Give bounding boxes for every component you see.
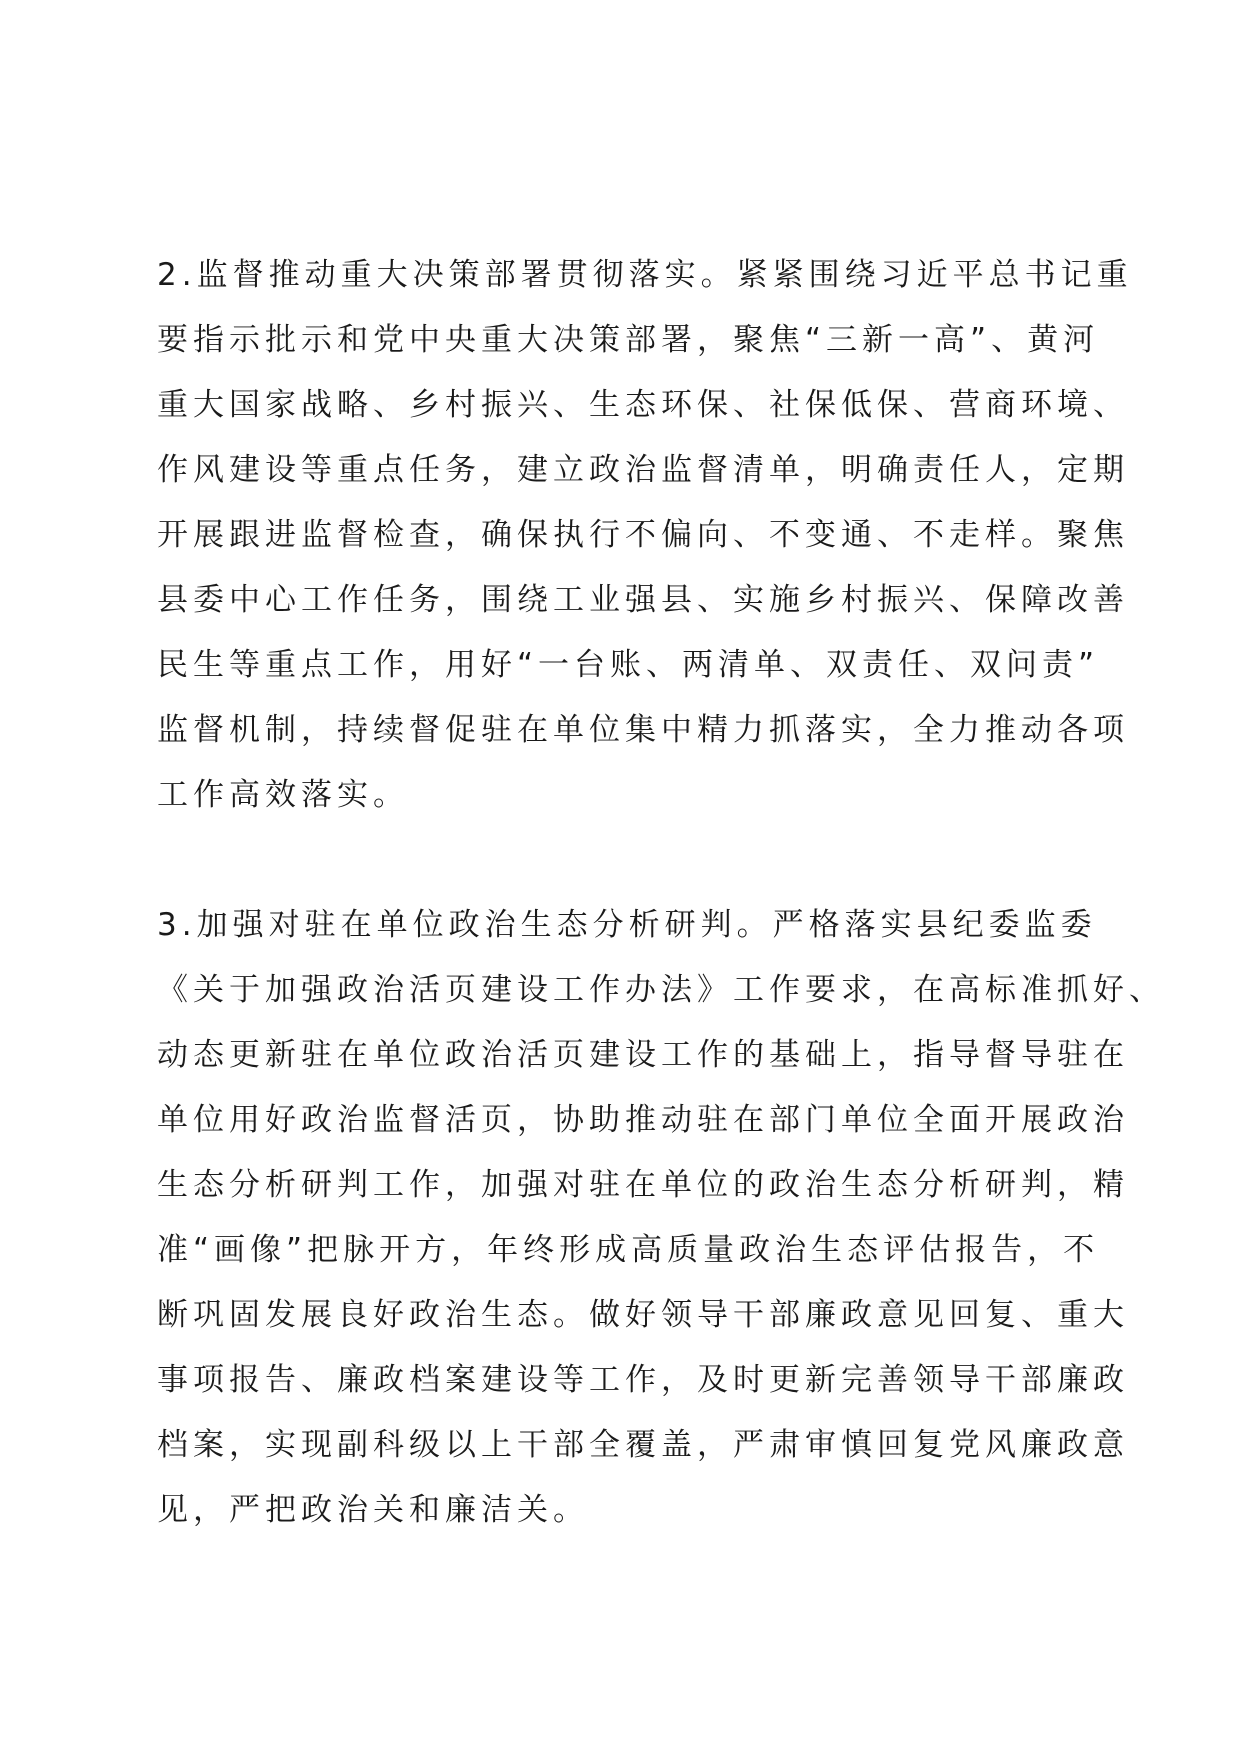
paragraph-line: 单位用好政治监督活页，协助推动驻在部门单位全面开展政治 xyxy=(157,1102,1129,1138)
paragraph-line: 《关于加强政治活页建设工作办法》工作要求，在高标准抓好、 xyxy=(157,972,1165,1008)
paragraph-line: 县委中心工作任务，围绕工业强县、实施乡村振兴、保障改善 xyxy=(157,582,1129,618)
paragraph-line: 民生等重点工作，用好“一台账、两清单、双责任、双问责” xyxy=(157,647,1100,683)
paragraph-line: 监督机制，持续督促驻在单位集中精力抓落实，全力推动各项 xyxy=(157,712,1129,748)
paragraph-line: 重大国家战略、乡村振兴、生态环保、社保低保、营商环境、 xyxy=(157,387,1129,423)
paragraph-line: 动态更新驻在单位政治活页建设工作的基础上，指导督导驻在 xyxy=(157,1037,1129,1073)
paragraph-line: 见，严把政治关和廉洁关。 xyxy=(157,1492,589,1528)
paragraph-line: 生态分析研判工作，加强对驻在单位的政治生态分析研判，精 xyxy=(157,1167,1129,1203)
paragraph-3-political-ecology xyxy=(157,893,1165,1543)
paragraph-line: 工作高效落实。 xyxy=(157,777,409,813)
paragraph-line: 准“画像”把脉开方，年终形成高质量政治生态评估报告，不 xyxy=(157,1232,1100,1268)
paragraph-line: 开展跟进监督检查，确保执行不偏向、不变通、不走样。聚焦 xyxy=(157,517,1129,553)
paragraph-line: 要指示批示和党中央重大决策部署，聚焦“三新一高”、黄河 xyxy=(157,322,1100,358)
paragraph-line: 2.监督推动重大决策部署贯彻落实。紧紧围绕习近平总书记重 xyxy=(157,257,1133,293)
paragraph-line: 作风建设等重点任务，建立政治监督清单，明确责任人，定期 xyxy=(157,452,1129,488)
paragraph-2-supervision xyxy=(157,243,1133,828)
paragraph-line: 3.加强对驻在单位政治生态分析研判。严格落实县纪委监委 xyxy=(157,907,1097,943)
paragraph-line: 档案，实现副科级以上干部全覆盖，严肃审慎回复党风廉政意 xyxy=(157,1427,1129,1463)
paragraph-line: 事项报告、廉政档案建设等工作，及时更新完善领导干部廉政 xyxy=(157,1362,1129,1398)
paragraph-line: 断巩固发展良好政治生态。做好领导干部廉政意见回复、重大 xyxy=(157,1297,1129,1333)
